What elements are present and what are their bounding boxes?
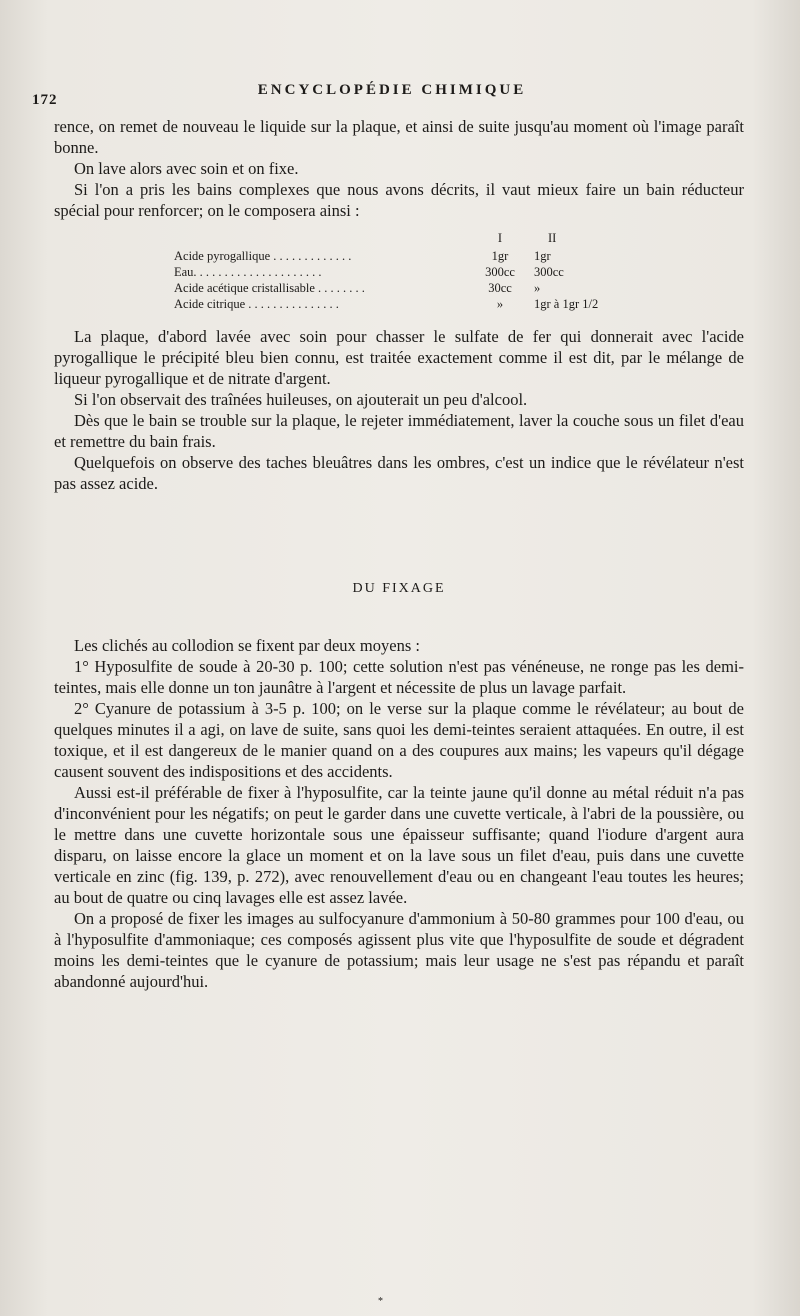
middle-paragraphs <box>54 326 744 494</box>
paragraph: Aussi est-il préférable de fixer à l'hyposulfite, car la teinte jaune qu'il donne au métal réduit n'a pas d'inconvénient pour les négatifs; on peut le garder dans une cuvette verticale, à l'abri de la poussière, ou le mettre dans une cuvette horizontale sous une épaisseur suffisante; quand l'iodure d'argent aura disparu, on laisse encore la glace un moment et on la lave sous un filet d'eau, puis dans une cuvette verticale en zinc (fig. 139, p. 272), avec renouvellement d'eau ou en changeant l'eau toutes les heures; au bout de quatre ou cinq lavages elle est assez lavée. <box>54 783 744 907</box>
paragraph: La plaque, d'abord lavée avec soin pour chasser le sulfate de fer qui donnerait avec l'acide pyrogallique le précipité bleu bien connu, est traitée exactement comme il est dit, par le mélange de liqueur pyrogallique et de nitrate d'argent. <box>54 327 744 388</box>
bottom-paragraphs <box>54 635 744 992</box>
page-body <box>54 116 744 992</box>
section-title: DU FIXAGE <box>352 581 446 596</box>
paragraph: 2° Cyanure de potassium à 3-5 p. 100; on le verse sur la plaque comme le révélateur; au bout de quelques minutes il a agi, on lave de suite, sans quoi les demi-teintes seraient attaquées. En outre, il est toxique, et il est dangereux de le manier quand on a des coupures aux mains; les vapeurs qu'il dégage causent souvent des indispositions et des accidents. <box>54 699 744 781</box>
recipe-col-header-2: II <box>548 231 557 245</box>
recipe-amount-ii: 1gr à 1gr 1/2 <box>534 297 599 311</box>
recipe-amount-i: 1gr <box>491 249 509 263</box>
recipe-amount-ii: 1gr <box>534 249 551 263</box>
recipe-row <box>174 280 654 296</box>
paragraph: Dès que le bain se trouble sur la plaque, le rejeter immédiatement, laver la couche sous un filet d'eau et remettre du bain frais. <box>54 411 744 451</box>
recipe-amount-i: 300cc <box>485 265 515 279</box>
page-header <box>32 80 752 110</box>
paragraph: 1° Hyposulfite de soude à 20-30 p. 100; cette solution n'est pas vénéneuse, ne ronge pas les demi-teintes, mais elle donne un ton jaunâtre à l'argent et nécessite de plus un lavage parfait. <box>54 657 744 697</box>
paragraph: On lave alors avec soin et on fixe. <box>74 159 299 178</box>
recipe-amount-ii: 300cc <box>534 265 564 279</box>
page-number: 172 <box>32 92 58 108</box>
recipe-row <box>174 248 654 264</box>
recipe-col-header-1: I <box>497 231 503 245</box>
recipe-amount-i: 30cc <box>488 281 512 295</box>
paragraph: Si l'on observait des traînées huileuses, on ajouterait un peu d'alcool. <box>74 390 528 409</box>
paragraph: Quelquefois on observe des taches bleuâtres dans les ombres, c'est un indice que le révélateur n'est pas assez acide. <box>54 453 744 493</box>
recipe-ingredient: Acide acétique cristallisable . . . . . . . . <box>174 281 365 295</box>
paragraph: Les clichés au collodion se fixent par deux moyens : <box>74 636 420 655</box>
recipe-row <box>174 264 654 280</box>
recipe-amount-i: » <box>496 297 504 311</box>
recipe-ingredient: Acide pyrogallique . . . . . . . . . . . . . <box>174 249 352 263</box>
footer-mark: * <box>378 1296 383 1307</box>
running-title: ENCYCLOPÉDIE CHIMIQUE <box>257 82 527 98</box>
paragraph: Si l'on a pris les bains complexes que nous avons décrits, il vaut mieux faire un bain réducteur spécial pour renforcer; on le composera ainsi : <box>54 180 744 220</box>
top-paragraphs <box>54 116 744 221</box>
recipe-table <box>174 229 744 312</box>
recipe-row <box>174 296 654 312</box>
recipe-ingredient: Eau. . . . . . . . . . . . . . . . . . . . . <box>174 265 322 279</box>
paragraph: rence, on remet de nouveau le liquide sur la plaque, et ainsi de suite jusqu'au moment où l'image paraît bonne. <box>54 117 744 157</box>
recipe-ingredient: Acide citrique . . . . . . . . . . . . . . . <box>174 297 339 311</box>
paragraph: On a proposé de fixer les images au sulfocyanure d'ammonium à 50-80 grammes pour 100 d'eau, ou à l'hyposulfite d'ammoniaque; ces composés agissent plus vite que l'hyposulfite de soude et dégradent moins les demi-teintes que le cyanure de potassium; mais leur usage ne s'est pas répandu et paraît abandonné aujourd'hui. <box>54 909 744 991</box>
recipe-amount-ii: » <box>534 281 541 295</box>
